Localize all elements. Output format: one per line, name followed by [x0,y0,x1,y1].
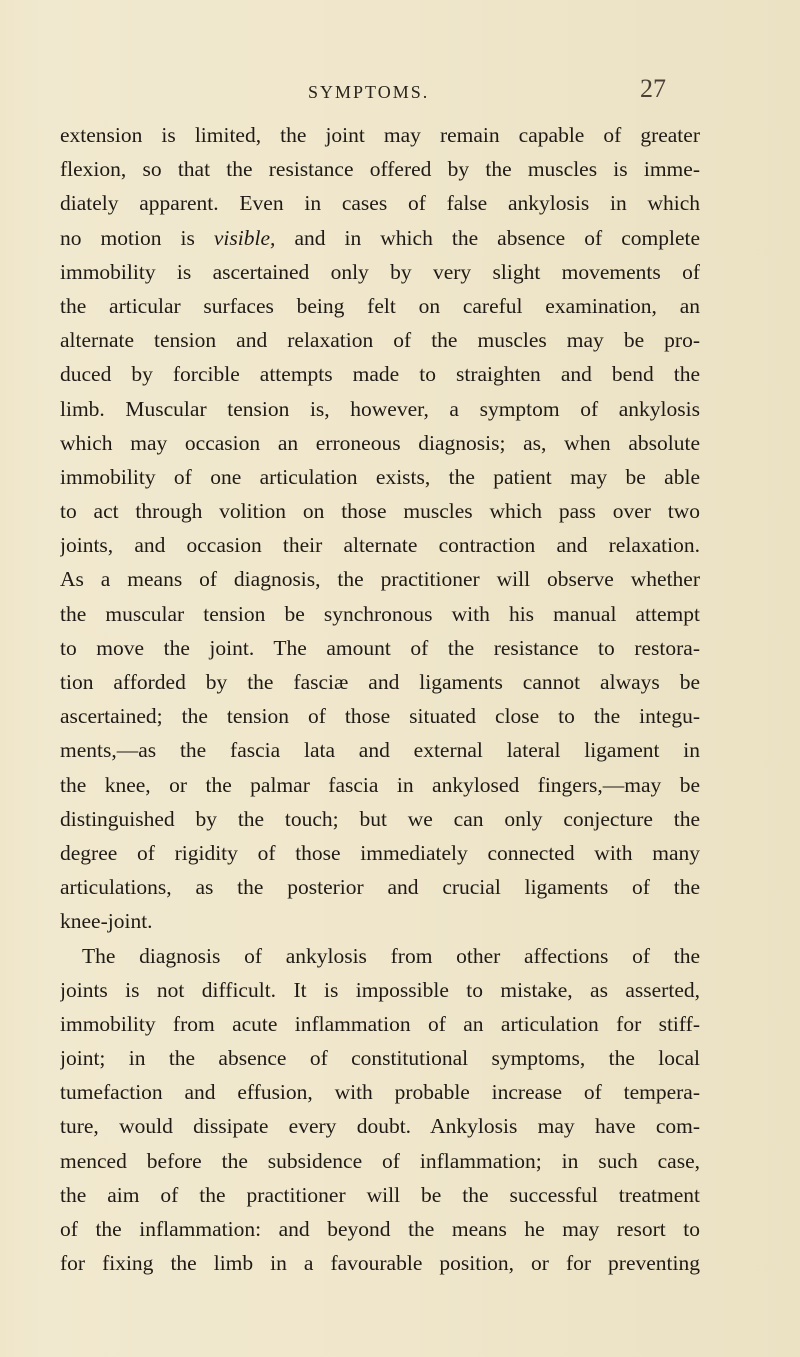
text-line: The diagnosis of ankylosis from other affections of the [82,943,700,968]
page-number: 27 [640,74,666,103]
text-line: ture, would dissipate every doubt. Ankylosis may have com- [60,1114,700,1139]
text-line: for fixing the limb in a favourable position, or for preventing [60,1251,700,1276]
text-line: the articular surfaces being felt on careful examination, an [60,293,700,318]
text-line: degree of rigidity of those immediately connected with many [60,840,700,865]
text-line: of the inflammation: and beyond the means he may resort to [60,1217,700,1241]
text-line: articulations, as the posterior and crucial ligaments of the [60,875,700,900]
text-line: which may occasion an erroneous diagnosis; as, when absolute [60,430,700,455]
text-run: and in which the absence of complete [294,225,700,250]
text-line: extension is limited, the joint may remain capable of greater [60,123,700,147]
text-line: to act through volition on those muscles which pass over two [60,499,700,524]
text-line: immobility is ascertained only by very slight movements of [60,259,700,284]
text-line: the aim of the practitioner will be the successful treatment [60,1182,700,1207]
text-line: duced by forcible attempts made to straighten and bend the [60,362,700,387]
text-line: the muscular tension be synchronous with his manual attempt [60,601,700,626]
text-line: knee-joint. [60,909,153,934]
text-line: tion afforded by the fasciæ and ligaments cannot always be [60,670,700,694]
text-line: immobility of one articulation exists, the patient may be able [60,464,700,489]
text-line: to move the joint. The amount of the resistance to restora- [60,635,700,660]
running-head [0,72,800,112]
paragraph-2 [60,939,700,1281]
text-line: limb. Muscular tension is, however, a symptom of ankylosis [60,396,700,421]
text-line [60,221,700,255]
body-text [60,118,700,1280]
text-line: tumefaction and effusion, with probable increase of tempera- [60,1080,700,1105]
paragraph-1 [60,118,700,939]
text-line: As a means of diagnosis, the practitioner will observe whether [60,567,700,592]
text-line: menced before the subsidence of inflammation; in such case, [60,1148,700,1173]
text-line: joints is not difficult. It is impossible to mistake, as asserted, [60,977,700,1002]
text-line: joint; in the absence of constitutional symptoms, the local [60,1046,700,1071]
text-line: flexion, so that the resistance offered by the muscles is imme- [60,157,700,182]
emphasis-visible: visible, [213,225,276,250]
text-line: ascertained; the tension of those situated close to the integu- [60,704,700,729]
text-line: diately apparent. Even in cases of false ankylosis in which [60,191,700,216]
text-line: distinguished by the touch; but we can only conjecture the [60,806,700,831]
text-line: immobility from acute inflammation of an articulation for stiff- [60,1011,700,1036]
text-line: alternate tension and relaxation of the muscles may be pro- [60,328,700,353]
text-run: no motion is [60,225,195,250]
text-line: ments,—as the fascia lata and external lateral ligament in [60,738,700,763]
text-line: the knee, or the palmar fascia in ankylosed fingers,—may be [60,772,700,797]
running-title: SYMPTOMS. [308,82,430,102]
text-line: joints, and occasion their alternate contraction and relaxation. [60,533,700,558]
